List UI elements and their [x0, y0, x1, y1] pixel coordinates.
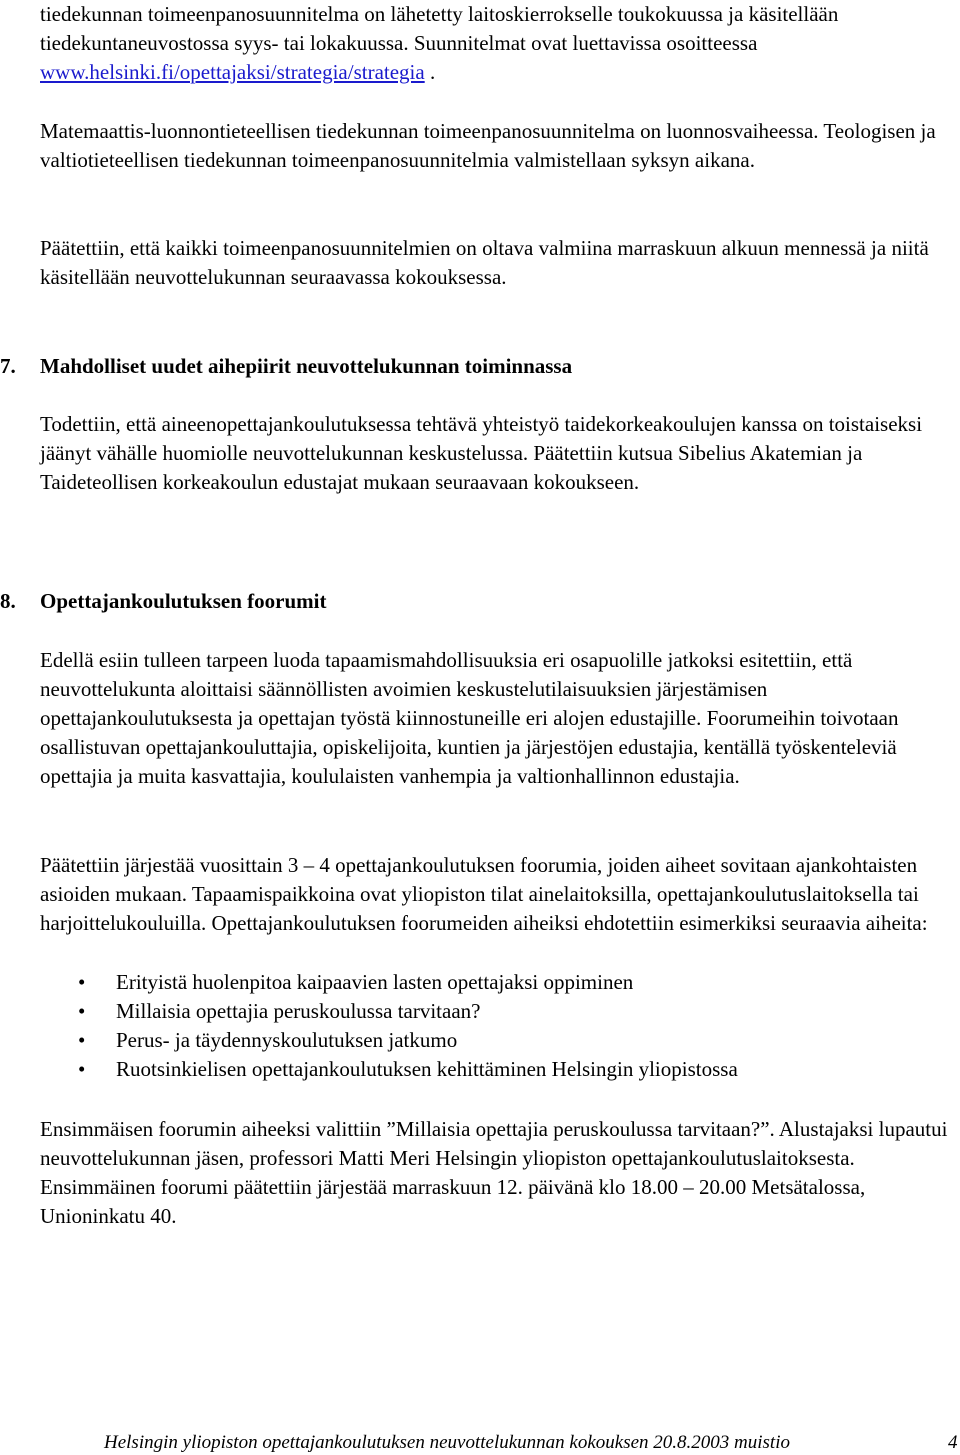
list-item-text: Erityistä huolenpitoa kaipaavien lasten opettajaksi oppiminen: [116, 970, 634, 994]
section-8-heading: [0, 587, 327, 616]
page-footer: Helsingin yliopiston opettajankoulutuksen neuvottelukunnan kokouksen 20.8.2003 muistio: [104, 1432, 790, 1453]
list-item-text: Millaisia opettajia peruskoulussa tarvitaan?: [116, 999, 481, 1023]
list-item: [40, 997, 958, 1026]
list-item-text: Ruotsinkielisen opettajankoulutuksen kehittäminen Helsingin yliopistossa: [116, 1057, 738, 1081]
paragraph-plan-status-text: tiedekunnan toimeenpanosuunnitelma on lähetetty laitoskierrokselle toukokuussa ja käsitellään tiedekuntaneuvostossa syys- tai lokakuussa. Suunnitelmat ovat luettavissa osoitteessa: [40, 2, 839, 55]
forum-topics-list: [40, 968, 958, 1084]
section-8-body-3: Ensimmäisen foorumin aiheeksi valittiin ”Millaisia opettajia peruskoulussa tarvitaan?”. Alustajaksi lupautui neuvottelukunnan jäsen, professori Matti Meri Helsingin yliopiston opettajankoulutuslaitoksesta. Ensimmäinen foorumi päätettiin järjestää marraskuun 12. päivänä klo 18.00 – 20.00 Metsätalossa, Unioninkatu 40.: [40, 1117, 948, 1228]
section-7-body: Todettiin, että aineenopettajankoulutuksessa tehtävä yhteistyö taidekorkeakoulujen kanssa on toistaiseksi jäänyt vähälle huomiolle neuvottelukunnan keskustelussa. Päätettiin kutsua Sibelius Akatemian ja Taideteollisen korkeakoulun edustajat mukaan seuraavaan kokoukseen.: [40, 412, 923, 494]
list-item: [40, 1026, 958, 1055]
strategy-link[interactable]: www.helsinki.fi/opettajaksi/strategia/strategia: [40, 60, 425, 84]
section-8-body-1: Edellä esiin tulleen tarpeen luoda tapaamismahdollisuuksia eri osapuolille jatkoksi esitettiin, että neuvottelukunta aloittaisi säännöllisten avoimien keskustelutilaisuuksien järjestämisen opettajankoulutuksesta ja opettajan työstä kiinnostuneille eri alojen edustajille. Foorumeihin toivotaan osallistuvan opettajankouluttajia, opiskelijoita, kuntien ja järjestöjen edustajia, kentällä työskenteleviä opettajia ja muita kasvattajia, koululaisten vanhempia ja valtionhallinnon edustajia.: [40, 648, 899, 788]
section-7-number: 7.: [0, 354, 16, 378]
section-8-title: Opettajankoulutuksen foorumit: [40, 589, 327, 613]
list-item: [40, 968, 958, 997]
section-8-body-2: Päätettiin järjestää vuosittain 3 – 4 opettajankoulutuksen foorumia, joiden aiheet sovitaan ajankohtaisten asioiden mukaan. Tapaamispaikkoina ovat yliopiston tilat ainelaitoksilla, opettajankoulutuslaitoksella tai harjoittelukouluilla. Opettajankoulutuksen foorumeiden aiheiksi ehdotettiin esimerkiksi seuraavia aiheita:: [40, 853, 928, 935]
section-8-number: 8.: [0, 589, 16, 613]
paragraph-deadline: Päätettiin, että kaikki toimeenpanosuunnitelmien on oltava valmiina marraskuun alkuun mennessä ja niitä käsitellään neuvottelukunnan seuraavassa kokouksessa.: [40, 236, 929, 289]
paragraph-plan-status-end: .: [424, 60, 436, 84]
list-item: [40, 1055, 958, 1084]
bullet-icon: •: [78, 1057, 86, 1081]
list-item-text: Perus- ja täydennyskoulutuksen jatkumo: [116, 1028, 458, 1052]
paragraph-plan-status: [40, 0, 958, 87]
section-7-title: Mahdolliset uudet aihepiirit neuvottelukunnan toiminnassa: [40, 354, 573, 378]
bullet-icon: •: [78, 1028, 86, 1052]
bullet-icon: •: [78, 999, 86, 1023]
section-7-heading: [0, 352, 573, 381]
bullet-icon: •: [78, 970, 86, 994]
page-number: 4: [948, 1432, 958, 1453]
paragraph-faculty-plans: Matemaattis-luonnontieteellisen tiedekunnan toimeenpanosuunnitelma on luonnosvaiheessa. Teologisen ja valtiotieteellisen tiedekunnan toimeenpanosuunnitelmia valmistellaan syksyn aikana.: [40, 119, 936, 172]
